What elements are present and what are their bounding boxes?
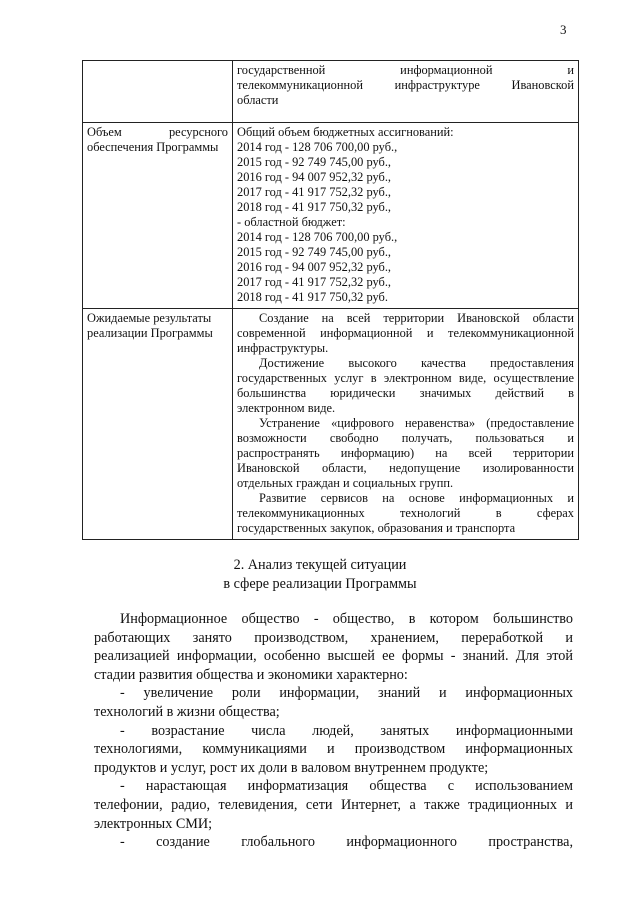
table-row-continuation — [83, 61, 579, 123]
text-line: государственной информационной и — [237, 63, 574, 77]
text-line: продуктов и услуг, рост их доли в валовом внутреннем продукте; — [94, 759, 489, 776]
text-line: современной информационной и телекоммуникационной — [237, 326, 574, 340]
row-label-empty — [83, 61, 233, 123]
funding-line: 2018 год - 41 917 750,32 руб. — [237, 290, 388, 304]
body-text — [94, 610, 573, 852]
text-line: Создание на всей территории Ивановской области — [259, 311, 574, 325]
text-line: - нарастающая информатизация общества с использованием — [120, 778, 573, 795]
funding-line: 2014 год - 128 706 700,00 руб., — [237, 140, 398, 154]
result-paragraph — [237, 311, 574, 356]
body-paragraph — [94, 722, 573, 778]
text-line: технологиями, коммуникациями и производством информационных — [94, 741, 573, 758]
text-line: телефонии, радио, телевидения, сети Интернет, а также традиционных и — [94, 796, 573, 813]
table-row-results — [83, 309, 579, 540]
funding-line: 2017 год - 41 917 752,32 руб., — [237, 275, 392, 289]
text-line: электронном виде. — [237, 401, 336, 415]
body-paragraph — [94, 684, 573, 721]
text-line: большинства юридически значимых действий в — [237, 386, 574, 400]
funding-line: 2018 год - 41 917 750,32 руб., — [237, 200, 392, 214]
body-paragraph — [94, 777, 573, 833]
funding-line: 2016 год - 94 007 952,32 руб., — [237, 260, 392, 274]
text-line: Устранение «цифрового неравенства» (предоставление — [259, 416, 574, 430]
result-paragraph — [237, 356, 574, 416]
text-line: электронных СМИ; — [94, 815, 213, 832]
label-line: Ожидаемые результаты — [87, 311, 212, 325]
result-paragraph — [237, 416, 574, 491]
funding-line: 2014 год - 128 706 700,00 руб., — [237, 230, 398, 244]
text-line: области — [237, 93, 279, 107]
funding-line: - областной бюджет: — [237, 215, 346, 229]
heading-line: 2. Анализ текущей ситуации — [233, 557, 407, 573]
text-line: работающих занято производством, хранением, переработкой и — [94, 629, 573, 646]
program-passport-table — [82, 60, 579, 540]
funding-line: 2015 год - 92 749 745,00 руб., — [237, 155, 392, 169]
section-heading — [0, 556, 640, 594]
label-line: реализации Программы — [87, 326, 213, 340]
text-line: возможности свободно получать, пользоваться и — [237, 431, 574, 445]
result-paragraph — [237, 491, 574, 536]
text-line: инфраструктуры. — [237, 341, 329, 355]
text-line: - возрастание числа людей, занятых информационными — [120, 722, 573, 739]
label-line: обеспечения Программы — [87, 140, 219, 154]
text-line: Развитие сервисов на основе информационных и — [259, 491, 574, 505]
funding-line: 2015 год - 92 749 745,00 руб., — [237, 245, 392, 259]
funding-line: 2016 год - 94 007 952,32 руб., — [237, 170, 392, 184]
funding-line: 2017 год - 41 917 752,32 руб., — [237, 185, 392, 199]
table-row-funding — [83, 123, 579, 309]
text-line: - создание глобального информационного пространства, — [120, 834, 573, 851]
heading-line: в сфере реализации Программы — [223, 576, 417, 592]
text-line: распространять информацию) на всей территории — [237, 446, 574, 460]
text-line: телекоммуникационной инфраструктуре Ивановской — [237, 78, 574, 92]
text-line: стадии развития общества и экономики характерно: — [94, 666, 408, 683]
row-value-continuation — [233, 61, 579, 123]
text-line: Ивановской области, недопущение изолированности — [237, 461, 574, 475]
text-line: отдельных граждан и социальных групп. — [237, 476, 454, 490]
label-line: Объем ресурсного — [87, 125, 228, 139]
text-line: технологий в жизни общества; — [94, 703, 280, 720]
funding-line: Общий объем бюджетных ассигнований: — [237, 125, 454, 139]
body-paragraph — [94, 833, 573, 852]
body-paragraph — [94, 610, 573, 684]
row-value-funding — [233, 123, 579, 309]
row-label-results — [83, 309, 233, 540]
text-line: реализацией информации, особенно высшей ее формы - знаний. Для этой — [94, 648, 573, 665]
text-line: государственных закупок, образования и транспорта — [237, 521, 516, 535]
text-line: телекоммуникационных технологий в сферах — [237, 506, 574, 520]
text-line: государственных услуг в электронном виде, осуществление — [237, 371, 574, 385]
text-line: - увеличение роли информации, знаний и информационных — [120, 685, 573, 702]
text-line: Информационное общество - общество, в котором большинство — [120, 611, 573, 627]
text-line: Достижение высокого качества предоставления — [259, 356, 574, 370]
row-label-funding — [83, 123, 233, 309]
page-number: 3 — [560, 22, 567, 37]
row-value-results — [233, 309, 579, 540]
